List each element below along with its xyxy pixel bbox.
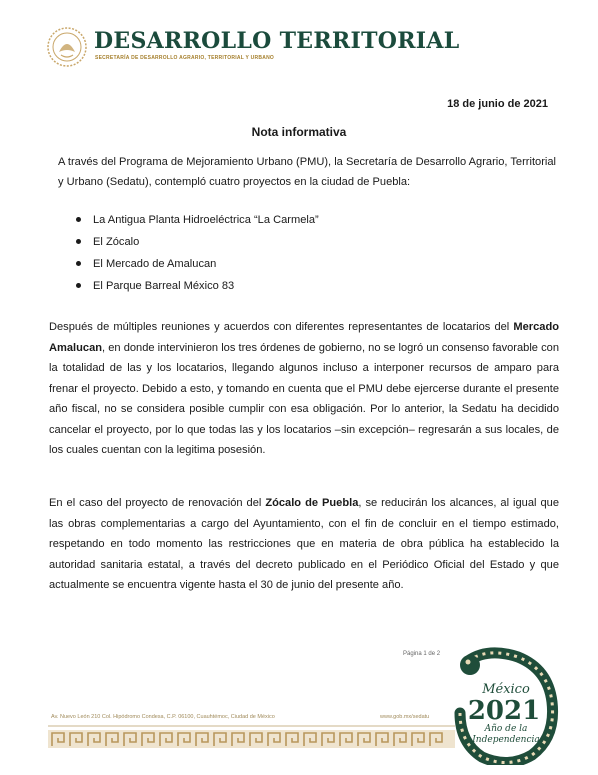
- agency-subtitle: SECRETARÍA DE DESARROLLO AGRARIO, TERRITORIAL Y URBANO: [95, 55, 275, 61]
- agency-title: DESARROLLO TERRITORIAL: [94, 28, 460, 54]
- intro-paragraph: A través del Programa de Mejoramiento Urbano (PMU), la Secretaría de Desarrollo Agrario, Territorial y Urbano (Sedatu), contempló cuatro proyectos en la ciudad de Puebla:: [58, 156, 556, 188]
- letterhead: [46, 22, 460, 72]
- bullet-icon: [76, 283, 81, 288]
- national-seal-icon: [46, 26, 88, 68]
- bullet-icon: [76, 261, 81, 266]
- emblem-year-label: 2021: [467, 696, 541, 726]
- project-list: [76, 212, 319, 300]
- footer-address: Av. Nuevo León 210 Col. Hipódromo Condesa, C.P. 06100, Cuauhtémoc, Ciudad de México: [51, 714, 275, 720]
- bold-zocalo-name: Zócalo de Puebla: [265, 497, 359, 509]
- paragraph-zocalo: En el caso del proyecto de renovación del Zócalo de Puebla, se reducirán los alcances, al igual que las obras complementarias a cargo del Ayuntamiento, con el fin de concluir en el tiempo estimado, respetando en todo momento las restricciones que en materia de obra pública ha establecido la autoridad sanitaria estatal, a través del decreto publicado en el Periódico Oficial del Estado y que actualmente se encuentra vigente hasta el 30 de junio del presente año.: [49, 497, 559, 591]
- list-item: El Zócalo: [76, 234, 319, 256]
- list-item: El Mercado de Amalucan: [76, 256, 319, 278]
- document-date: 18 de junio de 2021: [447, 98, 548, 110]
- emblem-anio-label: Año de la: [484, 724, 528, 734]
- document-title: Nota informativa: [251, 125, 347, 139]
- bullet-icon: [76, 239, 81, 244]
- emblem-mexico-label: México: [482, 682, 530, 697]
- list-item: La Antigua Planta Hidroeléctrica “La Carmela”: [76, 212, 319, 234]
- list-item: El Parque Barreal México 83: [76, 278, 319, 300]
- mexico-2021-emblem: [448, 647, 563, 765]
- page-number: Página 1 de 2: [403, 651, 441, 657]
- bold-market-name: Mercado Amalucan: [49, 321, 559, 354]
- paragraph-amalucan: Después de múltiples reuniones y acuerdos con diferentes representantes de locatarios del Mercado Amalucan, en donde intervinieron los tres órdenes de gobierno, no se logró un consenso favorable con la totalidad de las y los locatarios, llegando algunos incluso a interponer recursos de amparo para frenar el proyecto. Debido a esto, y tomando en cuenta que el PMU debe ejercerse durante el presente año fiscal, no se considera posible cumplir con esa obligación. Por lo anterior, la Sedatu ha decidido cancelar el proyecto, por lo que todas las y los locatarios –sin excepción– regresarán a sus locales, de los cuales cuentan con la legitima posesión.: [49, 321, 559, 456]
- bullet-icon: [76, 217, 81, 222]
- emblem-independencia-label: Independencia: [472, 735, 540, 745]
- footer-website: www.gob.mx/sedatu: [380, 714, 430, 720]
- decorative-frieze: [48, 725, 455, 751]
